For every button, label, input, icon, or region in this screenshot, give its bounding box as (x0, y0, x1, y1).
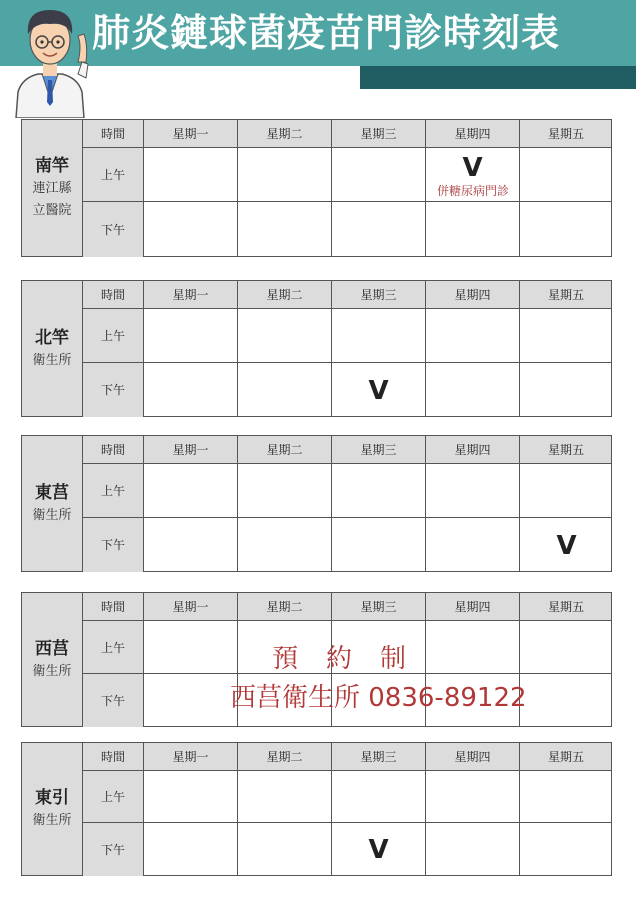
column-header-thu: 星期四 (426, 593, 520, 620)
column-header-tue: 星期二 (238, 593, 332, 620)
period-pm: 下午 (83, 362, 144, 417)
location-cell (22, 743, 83, 875)
location-name: 南竿 (35, 156, 69, 176)
location-cell (22, 436, 83, 571)
period-am: 上午 (83, 148, 144, 201)
check-mark-fri-pm: V (556, 531, 577, 561)
column-header-mon: 星期一 (144, 593, 238, 620)
column-header-tue: 星期二 (238, 436, 332, 463)
column-header-tue: 星期二 (238, 281, 332, 308)
column-header-thu: 星期四 (426, 120, 520, 147)
column-header-wed: 星期三 (332, 281, 426, 308)
location-cell (22, 281, 83, 416)
facility-name-line2: 立醫院 (32, 203, 72, 218)
appointment-phone: 西莒衛生所 0836-89122 (230, 683, 527, 713)
column-header-wed: 星期三 (332, 436, 426, 463)
column-header-mon: 星期一 (144, 436, 238, 463)
period-pm: 下午 (83, 517, 144, 572)
doctor-illustration (8, 2, 92, 118)
column-header-thu: 星期四 (426, 743, 520, 770)
check-mark-wed-pm: V (368, 376, 389, 406)
column-header-time: 時間 (83, 436, 144, 463)
header-row (83, 436, 611, 464)
header-row (83, 281, 611, 309)
page-title: 肺炎鏈球菌疫苗門診時刻表 (92, 11, 561, 55)
period-am: 上午 (83, 464, 144, 517)
column-header-fri: 星期五 (547, 600, 584, 614)
header-row (83, 593, 611, 621)
facility-name: 衛生所 (32, 507, 72, 523)
schedule-block-beigan (21, 280, 612, 417)
column-header-wed: 星期三 (332, 120, 426, 147)
column-header-fri: 星期五 (547, 443, 584, 457)
clinic-note: 併糖尿病門診 (436, 184, 509, 198)
period-am: 上午 (83, 771, 144, 822)
schedule-block-dongyin (21, 742, 612, 876)
column-header-mon: 星期一 (144, 120, 238, 147)
facility-name: 衛生所 (32, 663, 72, 679)
facility-name: 衛生所 (32, 352, 72, 368)
column-header-tue: 星期二 (238, 120, 332, 147)
column-header-time: 時間 (83, 281, 144, 308)
column-header-thu: 星期四 (426, 281, 520, 308)
location-name: 西莒 (35, 638, 69, 659)
schedule-block-nangan (21, 119, 612, 257)
check-mark-wed-pm: V (368, 835, 389, 865)
location-cell (22, 593, 83, 726)
column-header-fri: 星期五 (547, 750, 584, 764)
location-cell (22, 120, 83, 256)
column-header-time: 時間 (83, 743, 144, 770)
location-name: 北竿 (35, 327, 69, 348)
location-name: 東引 (35, 788, 69, 808)
title-banner-accent (360, 66, 636, 89)
header-row (83, 120, 611, 148)
facility-name: 衛生所 (32, 813, 72, 828)
period-pm: 下午 (83, 822, 144, 876)
header-row (83, 743, 611, 771)
period-pm: 下午 (83, 201, 144, 257)
facility-name: 連江縣 (32, 181, 72, 196)
period-am: 上午 (83, 621, 144, 673)
period-am: 上午 (83, 309, 144, 362)
column-header-mon: 星期一 (144, 281, 238, 308)
column-header-time: 時間 (83, 120, 144, 147)
check-mark-thu-am: V (462, 153, 483, 183)
column-header-time: 時間 (83, 593, 144, 620)
schedule-block-dongju (21, 435, 612, 572)
appointment-notice: 預約制 (272, 644, 435, 674)
column-header-tue: 星期二 (238, 743, 332, 770)
location-name: 東莒 (35, 482, 69, 503)
column-header-thu: 星期四 (426, 436, 520, 463)
column-header-mon: 星期一 (144, 743, 238, 770)
column-header-fri: 星期五 (547, 288, 584, 302)
column-header-wed: 星期三 (332, 743, 426, 770)
column-header-fri: 星期五 (547, 127, 584, 141)
column-header-wed: 星期三 (332, 593, 426, 620)
period-pm: 下午 (83, 673, 144, 727)
